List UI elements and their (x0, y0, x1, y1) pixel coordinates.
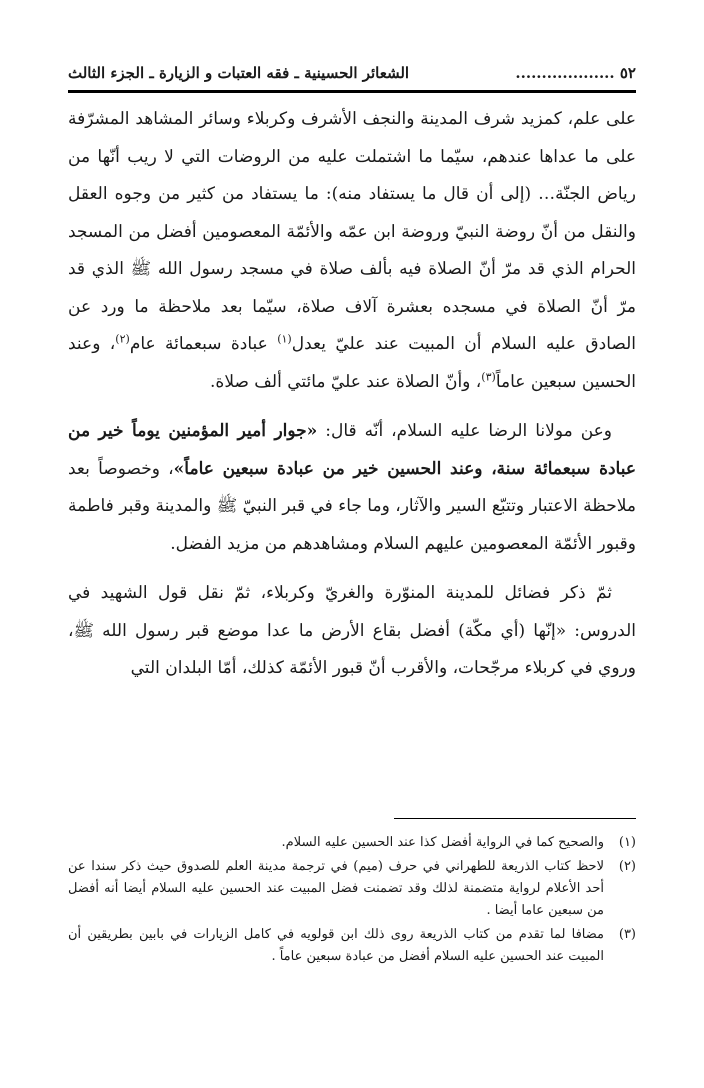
paragraph-3-text: ثمّ ذكر فضائل للمدينة المنوّرة والغريّ وكربلاء، ثمّ نقل قول الشهيد في الدروس: «إنّها (أي مكّة) أفضل بقاع الأرض ما عدا موضع قبر رسول الله ﷺ، وروي في كربلاء مرجّحات، والأقرب أنّ قبور الأئمّة كذلك، أمّا البلدان التي (68, 583, 636, 678)
header-rule (68, 90, 636, 93)
footnote-text: والصحيح كما في الرواية أفضل كذا عند الحسين عليه السلام. (281, 835, 604, 850)
page-number: ٥٢ (619, 64, 636, 82)
paragraph-2-text-b: ، وخصوصاً بعد ملاحظة الاعتبار وتتبّع السير والآثار، وما جاء في قبر النبيّ ﷺ والمدينة وقبر فاطمة وقبور الأئمّة المعصومين عليهم السلام ومشاهدهم من مزيد الفضل. (68, 458, 636, 554)
header-title: الشعائر الحسينية ـ فقه العتبات و الزيارة ـ الجزء الثالث (68, 64, 410, 82)
paragraph-3 (68, 575, 636, 688)
footnote-number: (٣) (618, 927, 636, 942)
footnote-text: مضافا لما تقدم من كتاب الذريعة روى ذلك ابن قولويه في كامل الزيارات في بابين بطريقين أن المبيت عند الحسين عليه السلام أفضل من عبادة سبعين عاماً . (68, 927, 604, 964)
header-dots: ................... (515, 64, 615, 82)
paragraph-2 (68, 413, 636, 563)
footnote-2 (68, 856, 636, 922)
book-page (68, 56, 636, 1056)
header-right (515, 56, 636, 90)
paragraph-1-text: على علم، كمزيد شرف المدينة والنجف الأشرف وكربلاء وسائر المشاهد المشرّفة على ما عداها عندهم، سيّما ما اشتملت عليه من الروضات التي لا ريب أنّها من رياض الجنّة… (إلى أن قال ما يستفاد منه): ما يستفاد من كثير من وجوه العقل والنقل من أنّ روضة النبيّ وروضة ابن عمّه والأئمّة المعصومين أفضل من المسجد الحرام الذي قد مرّ أنّ الصلاة فيه بألف صلاة في مسجد رسول الله ﷺ الذي قد مرّ أنّ الصلاة في مسجده بعشرة آلاف صلاة، سيّما بعد ملاحظة ما ورد عن الصادق عليه السلام أن المبيت عند عليّ يعدل (68, 109, 637, 354)
footnotes (68, 832, 636, 970)
footnote-ref-1[interactable]: (١) (277, 332, 292, 346)
paragraph-1 (68, 101, 636, 401)
footnote-number: (١) (618, 835, 636, 850)
footnote-1 (68, 832, 636, 854)
footnote-3 (68, 924, 636, 968)
running-header (68, 56, 636, 90)
paragraph-1-text-b: عبادة سبعمائة عام (129, 334, 278, 354)
main-text (68, 101, 636, 688)
footnote-separator (394, 818, 636, 819)
footnote-number: (٢) (618, 859, 636, 874)
footnote-ref-2[interactable]: (٢) (115, 332, 130, 346)
paragraph-2-text: وعن مولانا الرضا عليه السلام، أنّه قال: (317, 421, 612, 441)
footnote-text: لاحظ كتاب الذريعة للطهراني في حرف (ميم) في ترجمة مدينة العلم للصدوق حيث ذكر سندا عن أحد الأعلام لرواية متضمنة لذلك وقد تضمنت فضل المبيت عند الحسين عليه السلام أيضا أنه أفضل من سبعين عاما أيضا . (68, 859, 604, 918)
paragraph-1-text-d: ، وأنّ الصلاة عند عليّ مائتي ألف صلاة. (210, 371, 482, 392)
paragraph-1-text-c: ، وعند الحسين سبعين عاماً (68, 334, 636, 392)
hadith-quote: «جوار أمير المؤمنين يوماً خير من عبادة سبعمائة سنة، وعند الحسين خير من عبادة سبعين عاماً» (68, 421, 637, 479)
footnote-ref-3[interactable]: (٣) (481, 369, 496, 383)
